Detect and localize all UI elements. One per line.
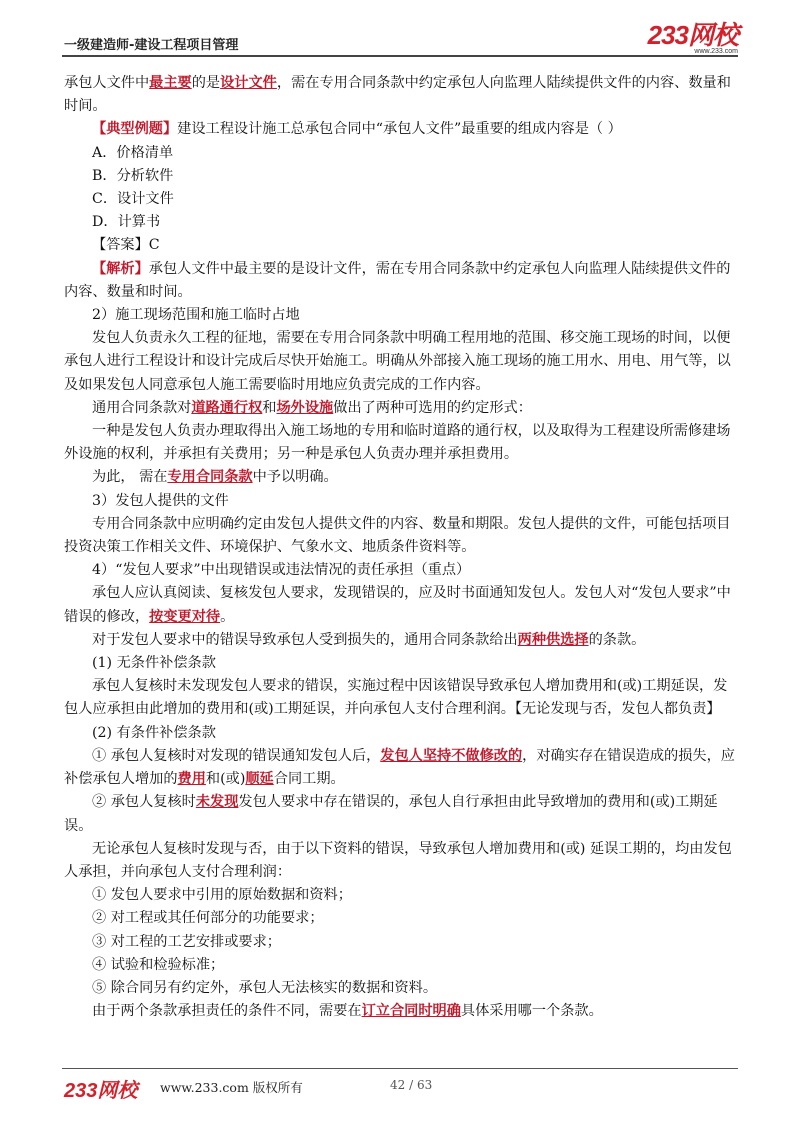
document-header-title: 一级建造师-建设工程项目管理 [64, 38, 239, 53]
highlight: 道路通行权 [191, 399, 263, 416]
logo-url: www.233.com [694, 48, 738, 55]
page-number: 42 / 63 [390, 1078, 433, 1092]
highlight: 场外设施 [276, 399, 334, 416]
paragraph: ① 承包人复核时对发现的错误通知发包人后，发包人坚持不做修改的，对确实存在错误造成的损失，应补偿承包人增加的费用和(或)顺延合同工期。 [64, 747, 735, 788]
highlight: 发包人坚持不做修改的 [380, 747, 523, 764]
section-heading: 4）“发包人要求”中出现错误或违法情况的责任承担（重点） [92, 562, 471, 579]
document-body [64, 72, 740, 1023]
footer-divider [62, 1068, 738, 1069]
paragraph: 对于发包人要求中的错误导致承包人受到损失的，通用合同条款给出两种供选择的条款。 [92, 631, 646, 648]
option-b: B．分析软件 [92, 167, 174, 184]
highlight: 顺延 [245, 771, 274, 788]
list-item: ② 对工程或其任何部分的功能要求； [92, 910, 324, 927]
analysis: 【解析】承包人文件中最主要的是设计文件，需在专用合同条款中约定承包人向监理人陆续提供文件的内容、数量和时间。 [64, 260, 731, 300]
footer-copyright: www.233.com 版权所有 [160, 1080, 303, 1095]
example-question: 【典型例题】建设工程设计施工总承包合同中“承包人文件”最重要的组成内容是（ ） [92, 121, 622, 138]
list-item: ④ 试验和检验标准； [92, 956, 225, 973]
paragraph: 由于两个条款承担责任的条件不同，需要在订立合同时明确具体采用哪一个条款。 [92, 1003, 603, 1020]
header-divider [62, 55, 738, 57]
list-item: ③ 对工程的工艺安排或要求； [92, 933, 281, 950]
answer: 【答案】C [92, 237, 160, 254]
paragraph: ② 承包人复核时未发现发包人要求中存在错误的，承包人自行承担由此导致增加的费用和(或)工期延误。 [64, 794, 718, 834]
paragraph: 承包人文件中最主要的是设计文件，需在专用合同条款中约定承包人向监理人陆续提供文件的内容、数量和时间。 [64, 75, 731, 115]
paragraph: 专用合同条款中应明确约定由发包人提供文件的内容、数量和期限。发包人提供的文件，可能包括项目投资决策工作相关文件、环境保护、气象水文、地质条件资料等。 [64, 515, 731, 556]
highlight: 最主要 [149, 75, 192, 91]
section-heading: (1) 无条件补偿条款 [92, 655, 216, 672]
brand-logo [648, 22, 738, 56]
footer-logo: 233网校 [64, 1080, 138, 1102]
highlight: 未发现 [195, 794, 239, 811]
section-heading: (2) 有条件补偿条款 [92, 724, 216, 741]
list-item: ① 发包人要求中引用的原始数据和资料； [92, 887, 352, 904]
list-item: ⑤ 除合同另有约定外，承包人无法核实的数据和资料。 [92, 979, 438, 996]
paragraph: 发包人负责永久工程的征地，需要在专用合同条款中明确工程用地的范围、移交施工现场的时间，以便承包人进行工程设计和设计完成后尽快开始施工。明确从外部接入施工现场的施工用水、用电、用气等，以及如果发包人同意承包人施工需要临时用地应负责完成的工作内容。 [64, 330, 731, 393]
option-c: C．设计文件 [92, 191, 174, 208]
paragraph: 承包人复核时未发现发包人要求的错误，实施过程中因该错误导致承包人增加费用和(或)工期延误，发包人应承担由此增加的费用和(或)工期延误，并向承包人支付合理利润。【无论发现与否，发包人都负责】 [64, 678, 728, 718]
highlight: 专用合同条款 [167, 469, 253, 486]
paragraph: 为此， 需在专用合同条款中予以明确。 [92, 469, 338, 486]
highlight: 订立合同时明确 [361, 1003, 461, 1020]
paragraph: 承包人应认真阅读、复核发包人要求，发现错误的，应及时书面通知发包人。发包人对“发包人要求”中错误的修改，按变更对待。 [64, 585, 731, 625]
logo-text: 233网校 [647, 20, 738, 50]
option-d: D．计算书 [92, 214, 161, 231]
section-heading: 2）施工现场范围和施工临时占地 [92, 307, 300, 324]
paragraph: 一种是发包人负责办理取得出入施工场地的专用和临时道路的通行权，以及取得为工程建设所需修建场外设施的权利，并承担有关费用；另一种是承包人负责办理并承担费用。 [64, 423, 731, 463]
example-tag: 【典型例题】 [92, 121, 178, 138]
highlight: 设计文件 [220, 75, 277, 91]
paragraph: 无论承包人复核时发现与否，由于以下资料的错误，导致承包人增加费用和(或) 延误工期的，均由发包人承担，并向承包人支付合理利润： [64, 840, 732, 880]
highlight: 两种供选择 [517, 631, 589, 648]
highlight: 费用 [177, 771, 206, 788]
analysis-tag: 【解析】 [92, 260, 149, 277]
section-heading: 3）发包人提供的文件 [92, 492, 229, 509]
option-a: A．价格清单 [92, 144, 174, 161]
paragraph: 通用合同条款对道路通行权和场外设施做出了两种可选用的约定形式： [92, 399, 532, 416]
highlight: 按变更对待 [149, 608, 221, 625]
